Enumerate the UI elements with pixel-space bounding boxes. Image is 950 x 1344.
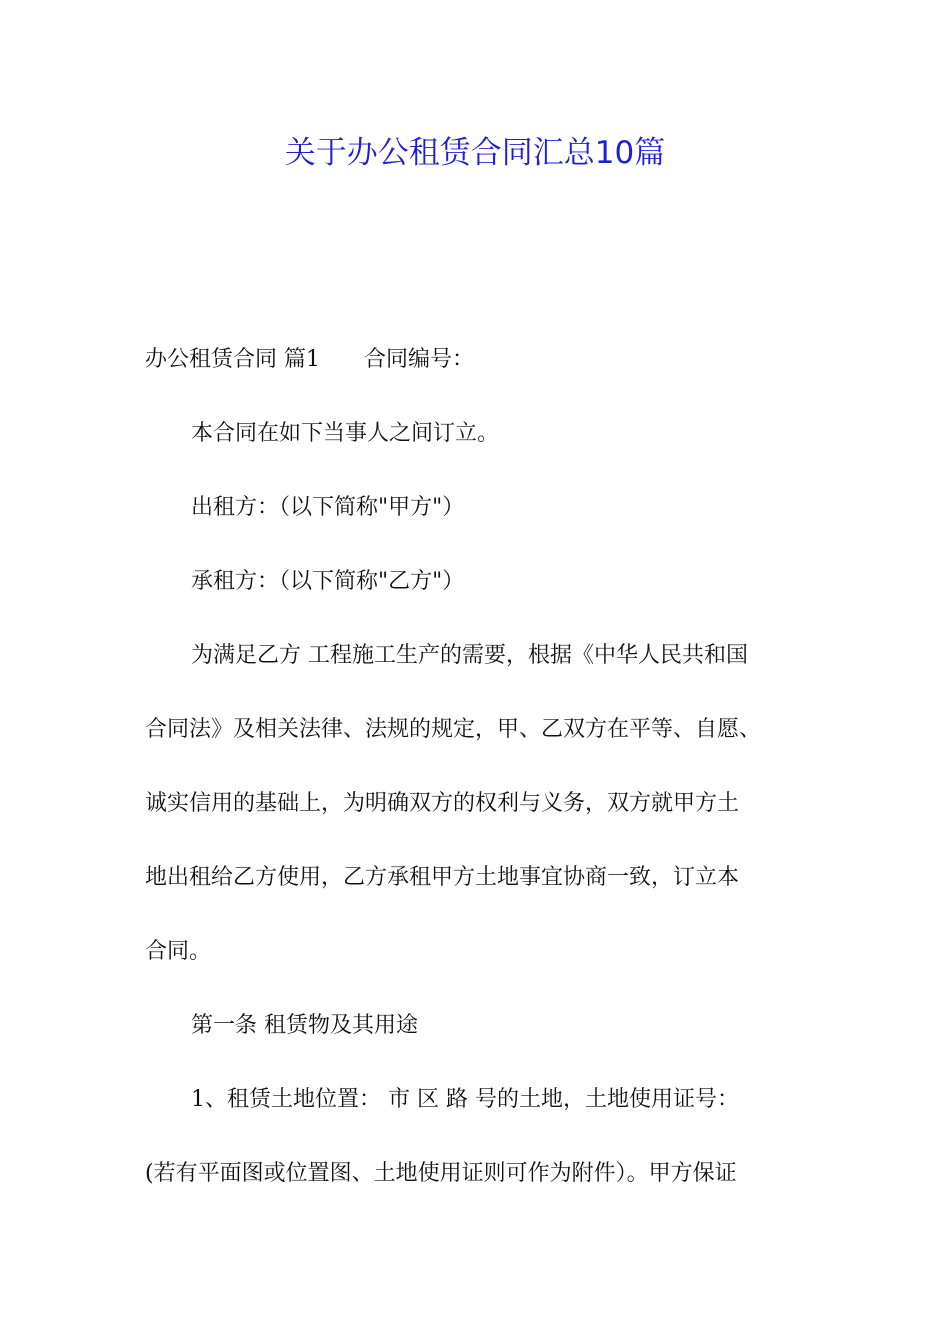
contract-heading-label: 办公租赁合同 [145, 347, 278, 372]
article-heading: 第一条 租赁物及其用途 [191, 1013, 418, 1038]
contract-number-label: 合同编号： [364, 347, 475, 372]
contract-heading-line [145, 334, 835, 408]
document-title: 关于办公租赁合同汇总10篇 [284, 135, 666, 171]
paragraph-line: 合同法》及相关法律、法规的规定，甲、乙双方在平等、自愿、 [145, 717, 762, 742]
contract-part-label: 篇1 [284, 347, 321, 372]
paragraph-line: 1、租赁土地位置： 市 区 路 号的土地，土地使用证号： [191, 1087, 739, 1112]
paragraph-line: 本合同在如下当事人之间订立。 [191, 421, 500, 446]
paragraph-line: 为满足乙方 工程施工生产的需要，根据《中华人民共和国 [191, 643, 748, 668]
paragraph-line: 合同。 [145, 939, 212, 964]
lessee-line: 承租方：（以下简称"乙方"） [191, 569, 465, 594]
paragraph-line: 地出租给乙方使用，乙方承租甲方土地事宜协商一致，订立本 [145, 865, 740, 890]
document-body [145, 334, 835, 1222]
lessor-line: 出租方：（以下简称"甲方"） [191, 495, 465, 520]
paragraph-line: 诚实信用的基础上，为明确双方的权利与义务，双方就甲方土 [145, 791, 740, 816]
paragraph-line: (若有平面图或位置图、土地使用证则可作为附件）。甲方保证 [145, 1161, 737, 1186]
